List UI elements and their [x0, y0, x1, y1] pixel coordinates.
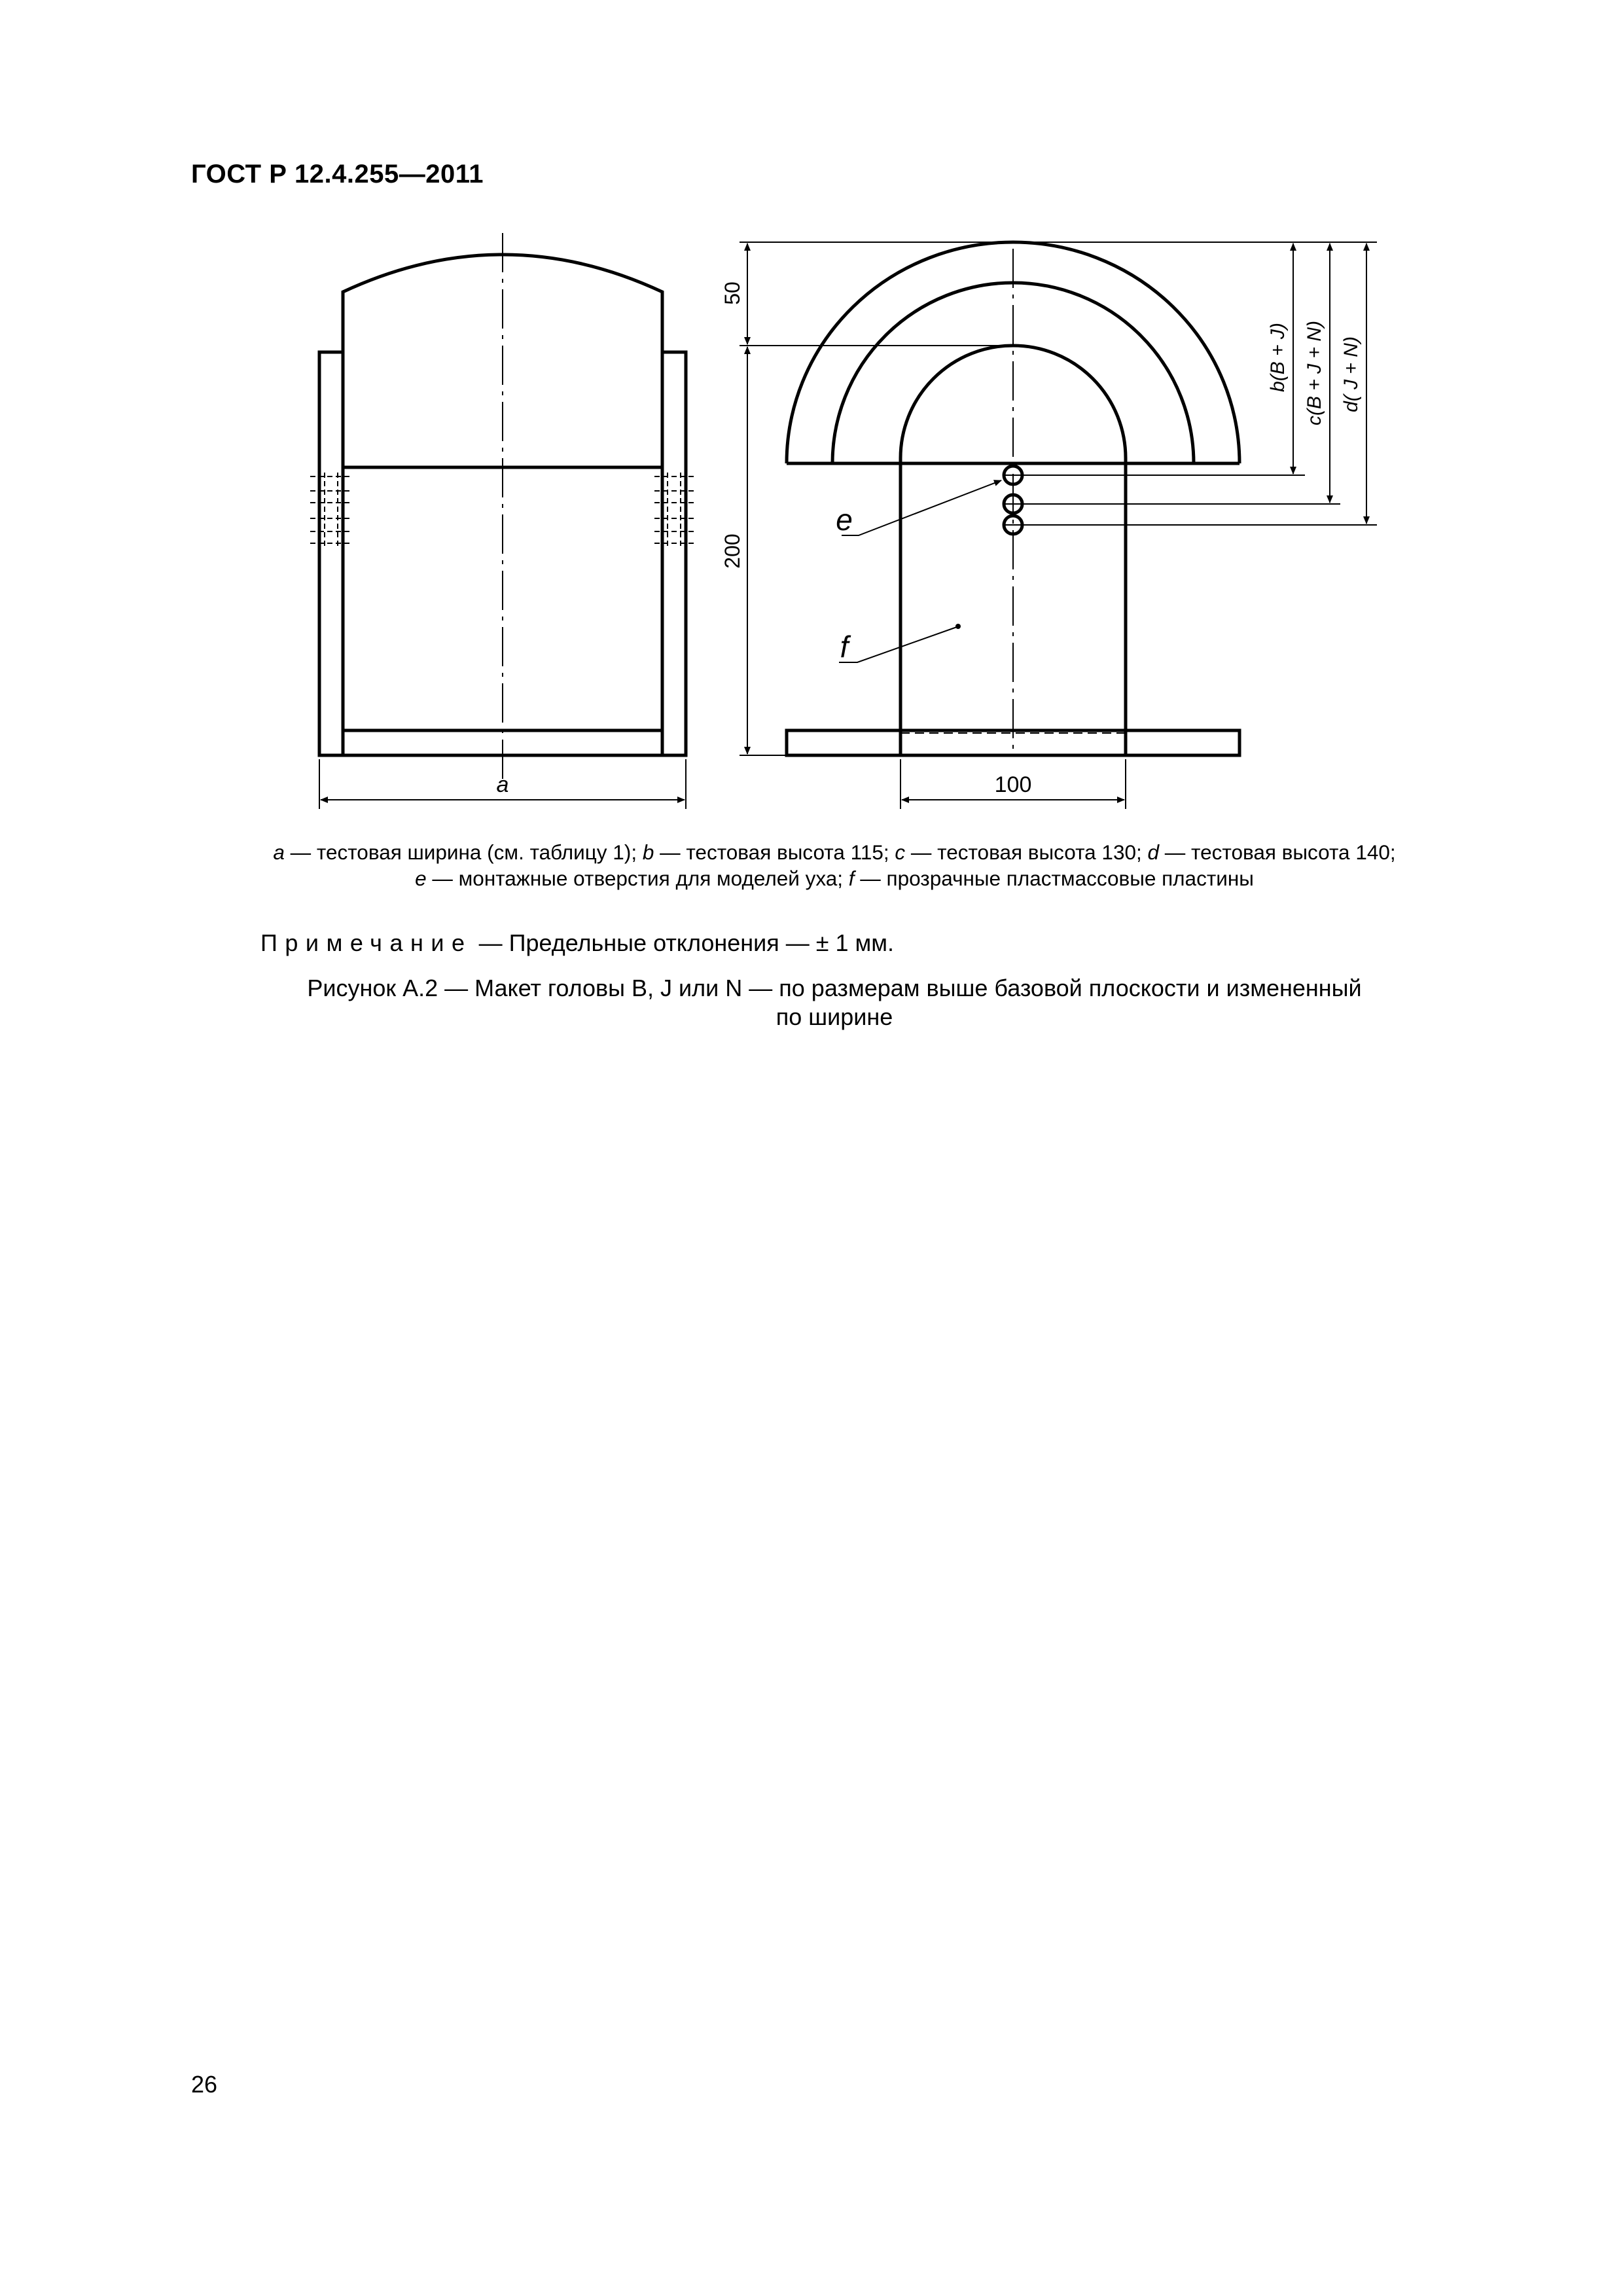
dim-50-label: 50: [721, 281, 744, 305]
figure-legend: [223, 839, 1446, 891]
legend-text-b: — тестовая высота 115;: [654, 840, 895, 864]
legend-key-b: b: [642, 840, 654, 864]
technical-drawing: [0, 0, 1623, 851]
caption-line-1: Рисунок А.2 — Макет головы B, J или N — по размерам выше базовой плоскости и измененный: [307, 975, 1362, 1001]
legend-text-a: — тестовая ширина (см. таблицу 1);: [284, 840, 643, 864]
legend-key-e: e: [415, 867, 427, 890]
dim-200-label: 200: [721, 533, 744, 569]
page-number: 26: [191, 2071, 218, 2098]
note-label: Примечание: [260, 929, 473, 956]
legend-line-1: [223, 839, 1446, 865]
left-hidden-holes: [310, 473, 351, 547]
legend-text-d: — тестовая высота 140;: [1159, 840, 1396, 864]
legend-text-c: — тестовая высота 130;: [905, 840, 1148, 864]
right-side-plate: [662, 352, 686, 755]
label-e: e: [836, 503, 853, 537]
legend-line-2: [223, 865, 1446, 891]
left-side-plate: [319, 352, 343, 755]
figure-caption: [223, 974, 1446, 1031]
legend-text-f: — прозрачные пластмассовые пластины: [854, 867, 1254, 890]
dim-a-label: a: [496, 772, 509, 797]
document-header: ГОСТ Р 12.4.255—2011: [191, 160, 484, 188]
caption-line-2: по ширине: [776, 1003, 893, 1030]
dim-c-label: c(B + J + N): [1304, 320, 1325, 426]
dim-100-label: 100: [994, 772, 1032, 797]
label-f: f: [840, 630, 849, 664]
legend-key-d: d: [1147, 840, 1160, 864]
dim-d-label: d( J + N): [1340, 336, 1362, 412]
note: [260, 929, 894, 957]
legend-key-f: f: [848, 867, 855, 890]
leader-e: [842, 480, 1001, 535]
legend-key-c: c: [895, 840, 906, 864]
note-text: — Предельные отклонения — ± 1 мм.: [472, 929, 895, 956]
legend-key-a: a: [273, 840, 285, 864]
dim-b-label: b(B + J): [1267, 323, 1289, 392]
legend-text-e: — монтажные отверстия для моделей уха;: [426, 867, 849, 890]
leader-f: [839, 627, 957, 662]
front-view: [310, 233, 695, 809]
right-hidden-holes: [654, 473, 695, 547]
